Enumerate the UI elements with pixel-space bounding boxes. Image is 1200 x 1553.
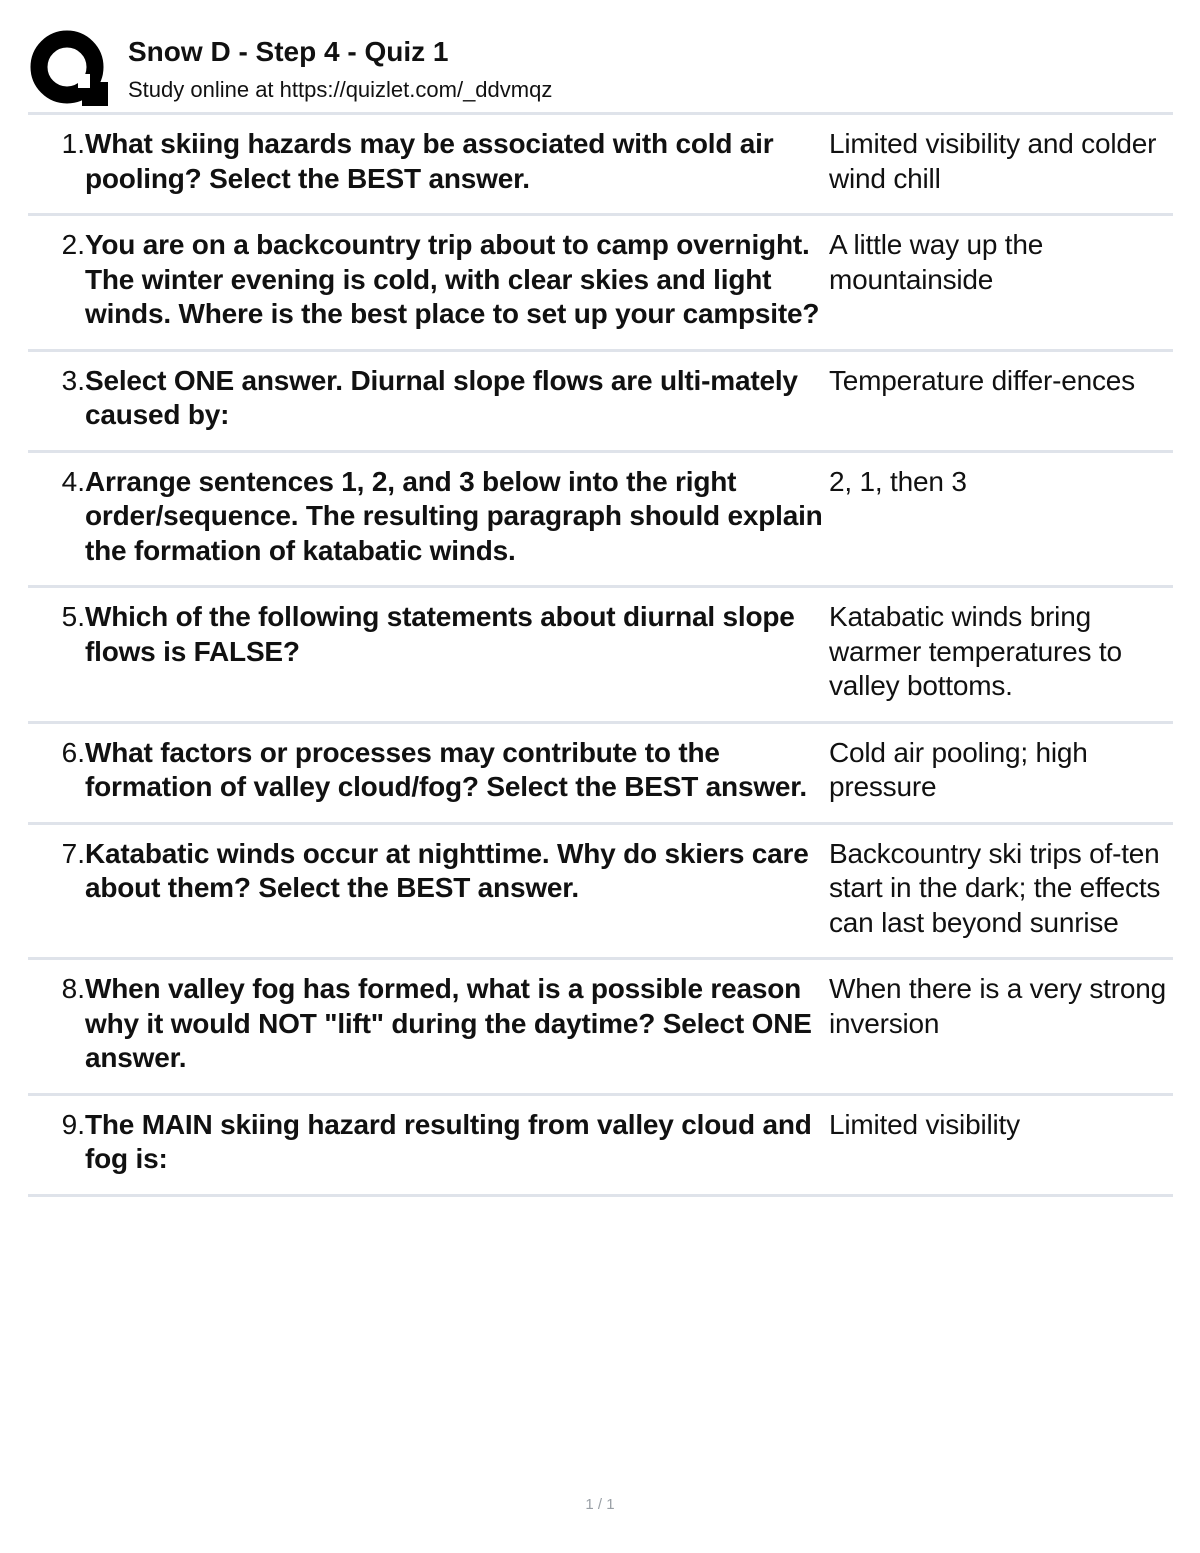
card-number: 8. [61, 973, 85, 1004]
card-term: The MAIN skiing hazard resulting from valley cloud and fog is: [85, 1108, 812, 1174]
card-number: 5. [61, 601, 85, 632]
document-header [30, 30, 1172, 110]
card-row [28, 588, 1173, 724]
card-definition: Cold air pooling; high pressure [829, 736, 1088, 802]
card-definition: A little way up the mountainside [829, 229, 1044, 295]
card-definition: Limited visibility and colder wind chill [829, 128, 1157, 194]
card-number: 7. [61, 837, 85, 869]
card-row [28, 453, 1173, 589]
page-subtitle: Study online at https://quizlet.com/_ddvmqz [128, 77, 553, 102]
card-number: 2. [61, 229, 85, 260]
card-row [28, 960, 1173, 1096]
card-term: Select ONE answer. Diurnal slope flows are ulti-mately caused by: [85, 364, 798, 430]
card-row [28, 825, 1173, 961]
card-definition: Limited visibility [829, 1108, 1020, 1140]
card-list [28, 112, 1173, 1197]
card-row [28, 352, 1173, 453]
card-row [28, 724, 1173, 825]
card-number: 4. [61, 465, 85, 497]
card-number: 3. [61, 364, 85, 396]
card-term: You are on a backcountry trip about to camp overnight. The winter evening is cold, with clear skies and light winds. Where is the best place to set up your campsite? [85, 229, 820, 329]
card-definition: Temperature differ-ences [829, 364, 1135, 396]
card-definition: When there is a very strong inversion [829, 973, 1166, 1039]
card-definition: Backcountry ski trips of-ten start in the dark; the effects can last beyond sunrise [829, 837, 1161, 938]
quizlet-logo-icon [30, 30, 108, 108]
card-definition: Katabatic winds bring warmer temperatures to valley bottoms. [829, 601, 1122, 701]
card-row [28, 1096, 1173, 1197]
card-term: When valley fog has formed, what is a possible reason why it would NOT "lift" during the daytime? Select ONE answer. [85, 973, 812, 1073]
card-number: 6. [61, 736, 85, 768]
card-term: Which of the following statements about diurnal slope flows is FALSE? [85, 601, 795, 667]
card-number: 9. [61, 1108, 85, 1140]
card-term: What factors or processes may contribute to the formation of valley cloud/fog? Select the BEST answer. [85, 736, 808, 802]
page-number: 1 / 1 [585, 1496, 615, 1513]
card-row [28, 216, 1173, 352]
card-definition: 2, 1, then 3 [829, 465, 967, 497]
card-term: Arrange sentences 1, 2, and 3 below into the right order/sequence. The resulting paragraph should explain the formation of katabatic winds. [85, 465, 823, 566]
card-term: Katabatic winds occur at nighttime. Why do skiers care about them? Select the BEST answer. [85, 837, 809, 903]
card-number: 1. [61, 128, 85, 159]
card-row [28, 115, 1173, 216]
card-term: What skiing hazards may be associated with cold air pooling? Select the BEST answer. [85, 128, 774, 194]
page-title: Snow D - Step 4 - Quiz 1 [128, 36, 449, 67]
